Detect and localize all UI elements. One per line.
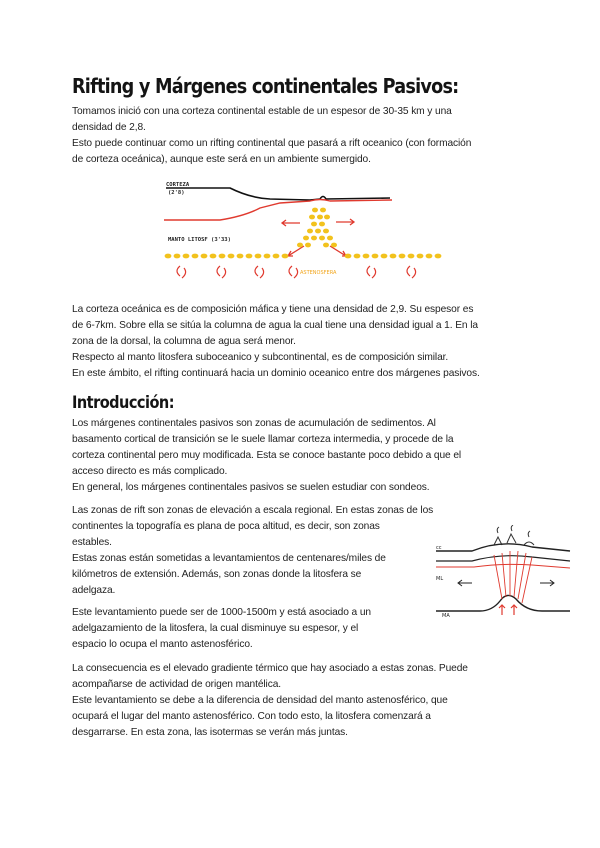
section-heading: Introducción: (72, 393, 174, 412)
convection-arrow-icon (367, 266, 376, 278)
arrow-up-icon (511, 605, 517, 615)
text-line: En este ámbito, el rifting continuará hacia un dominio oceanico entre dos márgenes pasivos. (72, 368, 480, 379)
page-title: Rifting y Márgenes continentales Pasivos: (72, 74, 459, 98)
text-line: espacio lo ocupa el manto astenosférico. (72, 639, 253, 650)
text-line: Tomamos inició con una corteza continental estable de un espesor de 30-35 km y una (72, 106, 452, 117)
text-line: de corteza oceánica), aunque este será en un ambiente sumergido. (72, 154, 371, 165)
uplift-paragraph (72, 605, 371, 653)
text-line: Respecto al manto litosfera suboceanico y subcontinental, es de composición similar. (72, 352, 449, 363)
convection-arrow-icon (177, 266, 186, 278)
text-line: corteza continental pero muy modificada. Esta se conoce bastante poco debido a que el (72, 450, 462, 461)
text-line: Estas zonas están sometidas a levantamientos de centenares/miles de (72, 553, 386, 564)
intro-paragraph (72, 104, 471, 168)
convection-arrow-icon (289, 266, 298, 278)
text-line: estables. (72, 537, 112, 548)
text-line: acompañarse de actividad de origen mantélica. (72, 679, 282, 690)
oceanic-crust-paragraph (72, 302, 480, 382)
crust-surface-line (166, 188, 390, 200)
volcano-icons (494, 525, 534, 545)
label-astenosfera: ASTENOSFERA (300, 270, 337, 276)
text-line: Las zonas de rift son zonas de elevación a escala regional. En estas zonas de los (72, 505, 434, 516)
asthenosphere-bulge (436, 595, 570, 611)
label-manto: MANTO LITOSF (3'33) (168, 237, 231, 243)
convection-arrow-icon (407, 266, 416, 278)
heat-flow-lines (494, 551, 532, 603)
surface-line (436, 544, 570, 551)
arrow-left-icon (458, 580, 472, 586)
introduction-paragraph (72, 416, 461, 496)
text-line: densidad de 2,8. (72, 122, 146, 133)
label-ma: MA (442, 613, 450, 619)
text-line: Los márgenes continentales pasivos son zonas de acumulación de sedimentos. Al (72, 418, 436, 429)
text-line: En general, los márgenes continentales pasivos se suelen estudiar con sondeos. (72, 482, 430, 493)
moho-line (164, 200, 392, 221)
label-cc: cc (436, 545, 442, 551)
text-line: Este levantamiento se debe a la diferencia de densidad del manto astenosférico, que (72, 695, 448, 706)
text-line: basamento cortical de transición se le suele llamar corteza intermedia, y procede de la (72, 434, 454, 445)
text-line: La consecuencia es el elevado gradiente térmico que hay asociado a estas zonas. Puede (72, 663, 468, 674)
text-line: adelgaza. (72, 585, 116, 596)
convection-arrow-icon (255, 266, 264, 278)
text-line: ocupará el lugar del manto astenosférico. Con todo esto, la litosfera comenzará a (72, 711, 431, 722)
text-line: Esto puede continuar como un rifting continental que pasará a rift oceanico (con formación (72, 138, 472, 149)
text-line: continentes la topografía es plana de poca altitud, es decir, son zonas (72, 521, 380, 532)
text-line: acceso directo es más complicado. (72, 466, 228, 477)
label-ml: ML (436, 576, 444, 582)
text-line: La corteza oceánica es de composición máfica y tiene una densidad de 2,9. Su espesor es (72, 304, 474, 315)
arrow-right-icon (540, 580, 554, 586)
lithospheric-mantle-line (165, 254, 442, 259)
arrow-down-right-icon (330, 246, 346, 256)
text-line: Este levantamiento puede ser de 1000-1500m y está asociado a un (72, 607, 371, 618)
label-corteza: CORTEZA (166, 182, 190, 188)
rift-zones-paragraph (72, 503, 433, 599)
consequence-paragraph (72, 661, 468, 741)
arrow-down-left-icon (288, 246, 304, 256)
text-line: desgarrarse. En esta zona, las isotermas se verán más juntas. (72, 727, 348, 738)
text-line: adelgazamiento de la litosfera, la cual disminuye su espesor, y el (72, 623, 359, 634)
text-line: zona de la dorsal, la columna de agua será menor. (72, 336, 296, 347)
text-line: kilómetros de extensión. Además, son zonas donde la litosfera se (72, 569, 362, 580)
arrow-up-icon (499, 605, 505, 615)
arrow-right-icon (336, 219, 354, 225)
label-corteza-density: (2'8) (168, 190, 185, 196)
upwelling-plume (297, 208, 337, 248)
text-line: de 6-7km. Sobre ella se sitúa la columna de agua la cual tiene una densidad igual a 1. En la (72, 320, 478, 331)
arrow-left-icon (282, 220, 300, 226)
rifting-diagram (160, 176, 450, 292)
convection-arrow-icon (217, 266, 226, 278)
rift-uplift-diagram (432, 525, 572, 625)
